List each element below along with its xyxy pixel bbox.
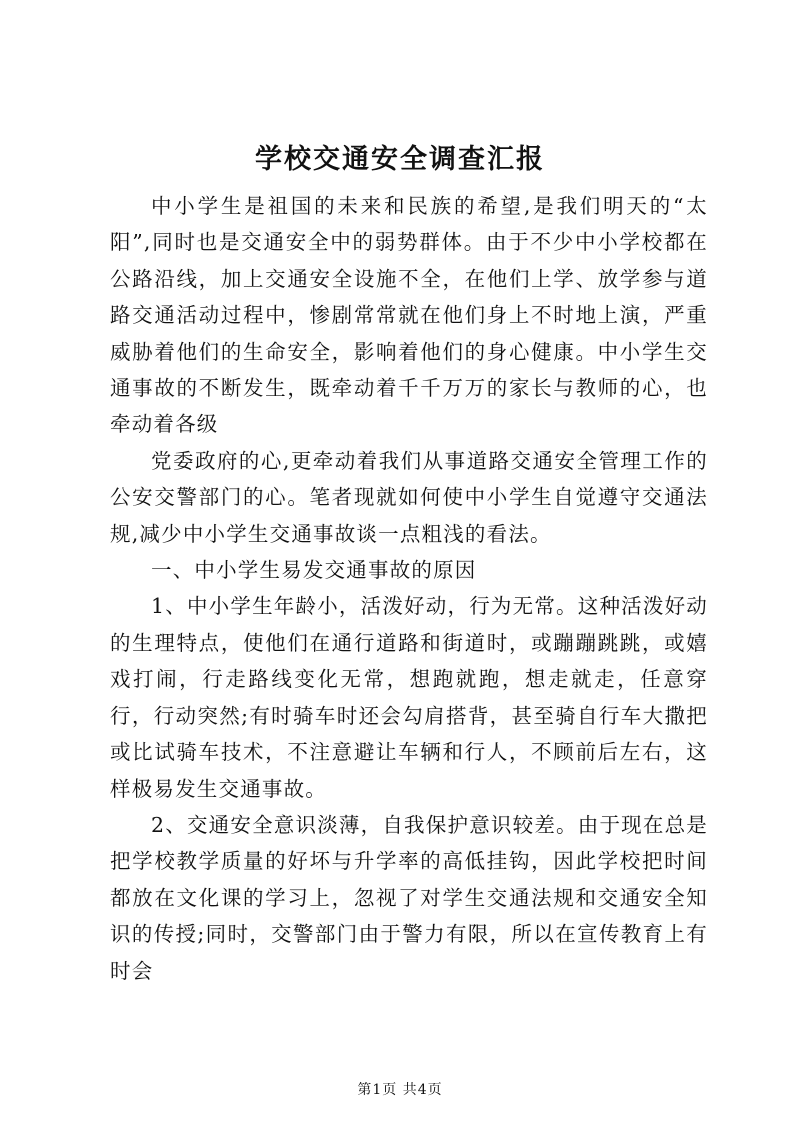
document-body [110, 188, 708, 989]
paragraph-cause-2: 2、交通安全意识淡薄，自我保护意识较差。由于现在总是把学校教学质量的好坏与升学率的高低挂钩，因此学校把时间都放在文化课的学习上，忽视了对学生交通法规和交通安全知识的传授;同时，交警部门由于警力有限，所以在宣传教育上有时会 [110, 812, 708, 983]
section-heading-causes: 一、中小学生易发交通事故的原因 [151, 558, 477, 583]
paragraph-intro: 中小学生是祖国的未来和民族的希望,是我们明天的“太阳”,同时也是交通安全中的弱势群体。由于不少中小学校都在公路沿线，加上交通安全设施不全，在他们上学、放学参与道路交通活动过程中，惨剧常常就在他们身上不时地上演，严重威胁着他们的生命安全，影响着他们的身心健康。中小学生交通事故的不断发生，既牵动着千千万万的家长与教师的心，也牵动着各级 [110, 194, 708, 437]
paragraph-continuation: 党委政府的心,更牵动着我们从事道路交通安全管理工作的公安交警部门的心。笔者现就如何使中小学生自觉遵守交通法规,减少中小学生交通事故谈一点粗浅的看法。 [110, 448, 708, 546]
paragraph-cause-1: 1、中小学生年龄小，活泼好动，行为无常。这种活泼好动的生理特点，使他们在通行道路和街道时，或蹦蹦跳跳，或嬉戏打闹，行走路线变化无常，想跑就跑，想走就走，任意穿行，行动突然;有时骑车时还会勾肩搭背，甚至骑自行车大撒把或比试骑车技术，不注意避让车辆和行人，不顾前后左右，这样极易发生交通事故。 [110, 594, 708, 801]
document-title: 学校交通安全调查汇报 [255, 144, 545, 175]
page-number-footer: 第1页 共4页 [357, 1082, 443, 1098]
